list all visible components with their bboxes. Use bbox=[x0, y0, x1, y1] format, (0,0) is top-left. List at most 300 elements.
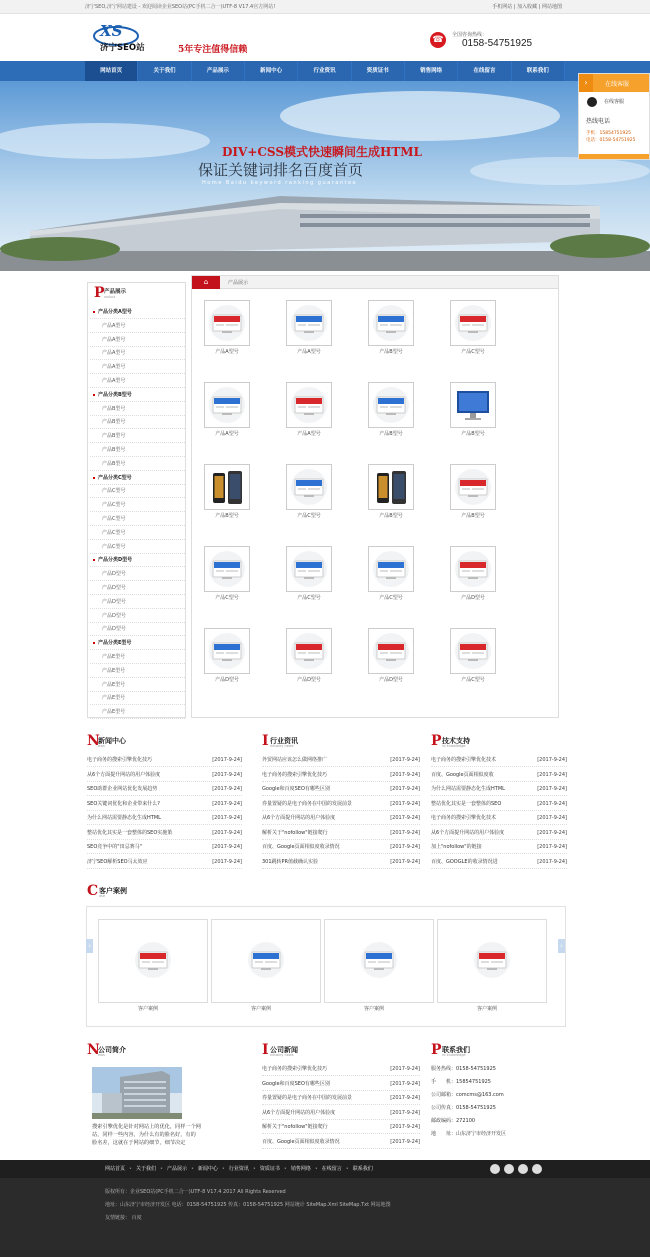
service-title: 在线客服 bbox=[605, 81, 630, 88]
banner-english: Home Baidu keyword ranking guarantee bbox=[202, 180, 358, 186]
nav-products[interactable]: 产品展示 bbox=[192, 61, 245, 81]
about-title: 公司简介 bbox=[98, 1046, 126, 1054]
news-row[interactable] bbox=[262, 856, 420, 869]
news-row[interactable] bbox=[87, 812, 242, 825]
news-row[interactable] bbox=[262, 1078, 420, 1091]
news-row[interactable] bbox=[87, 856, 242, 869]
news-title[interactable]: 从6个方面提升网站的用户体验度 bbox=[431, 829, 505, 836]
cases-subtitle: ase bbox=[99, 894, 106, 898]
product-image-frame[interactable] bbox=[204, 464, 250, 510]
footer-address: 地址：山东济宁市经济开发区 电话：0158-54751925 传真：0158-54751925 网站统计 SiteMap.Xml SiteMap.Txt 网站地图 bbox=[105, 1202, 391, 1208]
category-item[interactable]: 产品B型号 bbox=[90, 457, 185, 471]
product-card[interactable] bbox=[204, 382, 270, 462]
news-date: [2017-9-24] bbox=[390, 844, 420, 850]
friend-links: 友情链接： 百度 bbox=[105, 1215, 142, 1221]
news-title[interactable]: 解析关于"nofollow"链接爬行 bbox=[262, 829, 328, 836]
product-name[interactable]: 产品C型号 bbox=[461, 349, 485, 355]
news-row[interactable] bbox=[431, 769, 567, 782]
screen-product-image bbox=[205, 383, 249, 427]
news-date: [2017-9-24] bbox=[212, 815, 242, 821]
case-card[interactable] bbox=[324, 919, 434, 1003]
product-image-frame[interactable] bbox=[286, 464, 332, 510]
contact-line: 公司传真：0158-54751925 bbox=[431, 1105, 496, 1111]
nav-about[interactable]: 关于我们 bbox=[138, 61, 191, 81]
product-name[interactable]: 产品D型号 bbox=[461, 595, 485, 601]
nav-sales[interactable]: 销售网络 bbox=[405, 61, 458, 81]
news-date: [2017-9-24] bbox=[390, 829, 420, 836]
product-name[interactable]: 产品A型号 bbox=[215, 349, 239, 355]
news-date: [2017-9-24] bbox=[212, 829, 242, 836]
screen-product-image bbox=[369, 301, 413, 345]
category-item[interactable]: 产品E型号 bbox=[90, 678, 185, 692]
news-title[interactable]: 百度、Google页面相似度收 bbox=[431, 771, 494, 778]
product-image-frame[interactable] bbox=[204, 300, 250, 346]
contact-line: 手 机：15854751925 bbox=[431, 1079, 491, 1085]
product-image-frame[interactable] bbox=[286, 382, 332, 428]
news-row[interactable] bbox=[431, 841, 567, 854]
service-header[interactable] bbox=[579, 74, 649, 92]
product-name[interactable]: 产品C型号 bbox=[297, 513, 321, 519]
footer-nav-link[interactable]: 产品展示 bbox=[166, 1166, 187, 1172]
sidebar-initial: P bbox=[94, 285, 105, 301]
product-image-frame[interactable] bbox=[450, 546, 496, 592]
tech-initial: P bbox=[431, 733, 442, 749]
category-item[interactable]: 产品D型号 bbox=[90, 567, 185, 581]
footer-nav-link[interactable]: 行业资讯 bbox=[228, 1166, 249, 1172]
screen-product-image bbox=[451, 629, 495, 673]
product-name[interactable]: 产品A型号 bbox=[297, 431, 321, 437]
news-title[interactable]: 加上"nofollow"的链接 bbox=[431, 844, 482, 850]
footer-nav-link[interactable]: 资质证书 bbox=[259, 1166, 280, 1172]
product-image-frame[interactable] bbox=[450, 300, 496, 346]
industry-title: 行业资讯 bbox=[270, 737, 298, 745]
news-date: [2017-9-24] bbox=[390, 1109, 420, 1116]
company-intro bbox=[87, 1043, 247, 1158]
news-date: [2017-9-24] bbox=[537, 829, 567, 836]
product-card[interactable] bbox=[450, 464, 516, 544]
news-row[interactable] bbox=[262, 827, 420, 840]
tech-subtitle: ro knowledge bbox=[442, 744, 466, 748]
news-row[interactable] bbox=[87, 798, 242, 811]
product-image-frame[interactable] bbox=[368, 300, 414, 346]
product-image-frame[interactable] bbox=[286, 546, 332, 592]
news-title[interactable]: 百度、Google页面相似度收录情况 bbox=[262, 1138, 340, 1145]
product-card[interactable] bbox=[450, 300, 516, 380]
news-date: [2017-9-24] bbox=[537, 771, 567, 778]
case-card[interactable] bbox=[211, 919, 321, 1003]
header bbox=[0, 14, 650, 61]
case-card[interactable] bbox=[437, 919, 547, 1003]
category-heading[interactable]: 产品分类A型号 bbox=[90, 305, 185, 319]
copyright-text: 版权所有：企业SEO站(PC手机二合一)UTF-8 V17.4 2017 All Rights Reserved bbox=[105, 1189, 286, 1195]
product-card[interactable] bbox=[286, 546, 352, 626]
product-name[interactable]: 产品C型号 bbox=[215, 595, 239, 601]
product-image-frame[interactable] bbox=[368, 464, 414, 510]
nav-home[interactable]: 网站首页 bbox=[85, 61, 138, 81]
footer-nav-link[interactable]: 销售网络 bbox=[290, 1166, 311, 1172]
news-title[interactable]: 从6个方面提升网站的用户体验度 bbox=[87, 771, 161, 778]
footer-separator: • bbox=[252, 1166, 256, 1172]
product-card[interactable] bbox=[450, 382, 516, 462]
product-card[interactable] bbox=[204, 300, 270, 380]
nav-contact[interactable]: 联系我们 bbox=[512, 61, 565, 81]
product-image-frame[interactable] bbox=[204, 628, 250, 674]
news-title[interactable]: SEO竞争中的"田忌赛马" bbox=[87, 844, 142, 850]
news-row[interactable] bbox=[87, 754, 242, 767]
product-image-frame[interactable] bbox=[204, 546, 250, 592]
news-title[interactable]: 电子商务的搜索引擎优化技巧 bbox=[262, 1066, 328, 1072]
news-date: [2017-9-24] bbox=[212, 757, 242, 763]
sitemap-link[interactable]: 网站地图 bbox=[541, 4, 562, 10]
nav-inner bbox=[85, 61, 565, 81]
qzone-icon[interactable] bbox=[532, 1164, 542, 1174]
contact-subtitle: ro knowledge bbox=[442, 1053, 466, 1057]
news-title[interactable]: 从6个方面提升网站的用户体验度 bbox=[262, 815, 336, 821]
logo-text: 济宁SEO站 bbox=[100, 43, 145, 53]
contact-title: 联系我们 bbox=[442, 1046, 470, 1054]
news-date: [2017-9-24] bbox=[537, 757, 567, 763]
phone-product-image bbox=[369, 465, 413, 509]
tech-title: 技术支持 bbox=[442, 737, 470, 745]
news-title[interactable]: 从6个方面提升网站的用户体验度 bbox=[262, 1109, 336, 1116]
cases-prev-button[interactable]: ‹ bbox=[86, 939, 93, 953]
news-title[interactable]: 为什么网站需要静态化生成HTML bbox=[87, 815, 161, 821]
product-category-sidebar bbox=[87, 282, 186, 718]
category-item[interactable]: 产品D型号 bbox=[90, 609, 185, 623]
news-title[interactable]: 百度、GOOGLE的收录情况进 bbox=[431, 858, 498, 865]
top-links bbox=[492, 3, 562, 10]
breadcrumb bbox=[192, 276, 558, 289]
product-name[interactable]: 产品C型号 bbox=[379, 595, 403, 601]
news-date: [2017-9-24] bbox=[390, 858, 420, 865]
news-row[interactable] bbox=[431, 827, 567, 840]
category-heading[interactable]: 产品分类B型号 bbox=[90, 388, 185, 402]
news-row[interactable] bbox=[262, 783, 420, 796]
news-title[interactable]: 电子商务的搜索引擎优化技巧 bbox=[87, 757, 153, 763]
news-date: [2017-9-24] bbox=[390, 815, 420, 821]
banner-subheadline: 保证关键词排名百度首页 bbox=[198, 161, 364, 179]
nav-news[interactable]: 新闻中心 bbox=[245, 61, 298, 81]
company-building-image bbox=[92, 1067, 182, 1119]
industry-news bbox=[262, 734, 420, 874]
case-label[interactable]: 客户案例 bbox=[364, 1006, 385, 1012]
category-heading[interactable]: 产品分类E型号 bbox=[90, 636, 185, 650]
hero-banner bbox=[0, 81, 650, 271]
news-row[interactable] bbox=[262, 1092, 420, 1105]
news-date: [2017-9-24] bbox=[390, 771, 420, 778]
product-image-frame[interactable] bbox=[286, 628, 332, 674]
separator: | bbox=[513, 4, 516, 10]
industry-initial: I bbox=[262, 733, 269, 749]
news-row[interactable] bbox=[262, 1136, 420, 1149]
screen-product-image bbox=[451, 547, 495, 591]
news-initial: N bbox=[87, 733, 100, 749]
news-title[interactable]: 301跳转PR值截确认实验 bbox=[262, 858, 319, 865]
category-item[interactable]: 产品B型号 bbox=[90, 415, 185, 429]
category-item[interactable]: 产品A型号 bbox=[90, 374, 185, 388]
about-initial: N bbox=[87, 1042, 100, 1058]
news-row[interactable] bbox=[431, 856, 567, 869]
contact-line: 公司邮箱：comcms@163.com bbox=[431, 1092, 504, 1098]
product-name[interactable]: 产品B型号 bbox=[461, 431, 485, 437]
product-image-frame[interactable] bbox=[368, 382, 414, 428]
category-item[interactable]: 产品A型号 bbox=[90, 333, 185, 347]
news-title[interactable]: 电子商务的搜索引擎优化技术 bbox=[431, 757, 497, 763]
news-row[interactable] bbox=[262, 1107, 420, 1120]
news-row[interactable] bbox=[262, 1063, 420, 1076]
news-title[interactable]: 电子商务的搜索引擎优化技巧 bbox=[262, 771, 328, 778]
news-date: [2017-9-24] bbox=[212, 800, 242, 807]
product-image-frame[interactable] bbox=[368, 628, 414, 674]
product-card[interactable] bbox=[368, 628, 434, 708]
category-item[interactable]: 产品A型号 bbox=[90, 346, 185, 360]
product-name[interactable]: 产品A型号 bbox=[215, 431, 239, 437]
news-date: [2017-9-24] bbox=[390, 1066, 420, 1072]
news-title[interactable]: 为什么网站需要静态化生成HTML bbox=[431, 786, 505, 792]
news-title[interactable]: SEO关键词优化和企业带来什么? bbox=[87, 800, 160, 807]
tencent-weibo-icon[interactable] bbox=[518, 1164, 528, 1174]
screen-product-image bbox=[451, 465, 495, 509]
product-card[interactable] bbox=[286, 300, 352, 380]
weibo-icon[interactable] bbox=[504, 1164, 514, 1174]
product-card[interactable] bbox=[368, 382, 434, 462]
news-date: [2017-9-24] bbox=[390, 1124, 420, 1130]
product-name[interactable]: 产品C型号 bbox=[297, 595, 321, 601]
mobile-site-link[interactable]: 手机网站 bbox=[492, 4, 513, 10]
product-image-frame[interactable] bbox=[450, 628, 496, 674]
add-favorite-link[interactable]: 加入收藏 bbox=[517, 4, 538, 10]
logo-letters: XS bbox=[100, 22, 123, 40]
product-card[interactable] bbox=[204, 628, 270, 708]
nav-certificates[interactable]: 资质证书 bbox=[352, 61, 405, 81]
screen-product-image bbox=[205, 629, 249, 673]
news-title[interactable]: 整站优化其实是一套整体的SEO实施策 bbox=[87, 829, 173, 836]
screen-product-image bbox=[369, 547, 413, 591]
product-card[interactable] bbox=[450, 628, 516, 708]
product-card[interactable] bbox=[368, 300, 434, 380]
news-row[interactable] bbox=[431, 798, 567, 811]
screen-product-image bbox=[451, 301, 495, 345]
product-name[interactable]: 产品B型号 bbox=[379, 431, 403, 437]
category-item[interactable]: 产品D型号 bbox=[90, 622, 185, 636]
product-name[interactable]: 产品B型号 bbox=[379, 349, 403, 355]
case-image bbox=[244, 938, 288, 984]
news-row[interactable] bbox=[262, 798, 420, 811]
news-row[interactable] bbox=[262, 841, 420, 854]
news-title[interactable]: 解析关于"nofollow"链接爬行 bbox=[262, 1124, 328, 1130]
news-title[interactable]: 电子商务的搜索引擎优化技术 bbox=[431, 815, 497, 821]
news-date: [2017-9-24] bbox=[537, 858, 567, 865]
nav-message[interactable]: 在线留言 bbox=[458, 61, 511, 81]
product-name[interactable]: 产品B型号 bbox=[461, 513, 485, 519]
product-card[interactable] bbox=[368, 464, 434, 544]
hotline-label: 全国咨询热线： bbox=[452, 32, 488, 38]
qq-icon[interactable] bbox=[490, 1164, 500, 1174]
sidebar-subtitle: roduct bbox=[104, 295, 116, 299]
news-date: [2017-9-24] bbox=[537, 800, 567, 807]
footer-separator: • bbox=[345, 1166, 349, 1172]
category-item[interactable]: 产品C型号 bbox=[90, 498, 185, 512]
category-heading[interactable]: 产品分类D型号 bbox=[90, 553, 185, 567]
footer-nav-link[interactable]: 新闻中心 bbox=[197, 1166, 218, 1172]
product-name[interactable]: 产品D型号 bbox=[215, 677, 239, 683]
news-date: [2017-9-24] bbox=[390, 1080, 420, 1087]
service-bottom-bar bbox=[579, 154, 649, 159]
screen-product-image bbox=[287, 301, 331, 345]
news-center bbox=[87, 734, 242, 874]
category-item[interactable]: 产品C型号 bbox=[90, 540, 185, 554]
product-showcase bbox=[191, 275, 559, 718]
screen-product-image bbox=[205, 547, 249, 591]
nav-industry[interactable]: 行业资讯 bbox=[298, 61, 351, 81]
news-title: 新闻中心 bbox=[98, 737, 126, 745]
news-date: [2017-9-24] bbox=[212, 786, 242, 792]
contact-line: 服务热线：0158-54751925 bbox=[431, 1066, 496, 1072]
category-item[interactable]: 产品A型号 bbox=[90, 360, 185, 374]
category-item[interactable]: 产品C型号 bbox=[90, 484, 185, 498]
phone-label: 热线电话 bbox=[586, 118, 611, 125]
contact-us bbox=[431, 1043, 567, 1158]
footer-separator: • bbox=[283, 1166, 287, 1172]
company-news-title: 公司新闻 bbox=[270, 1046, 298, 1054]
category-item[interactable]: 产品B型号 bbox=[90, 429, 185, 443]
product-card[interactable] bbox=[286, 382, 352, 462]
product-name[interactable]: 产品C型号 bbox=[461, 677, 485, 683]
cases-initial: C bbox=[87, 883, 99, 899]
news-row[interactable] bbox=[262, 1121, 420, 1134]
separator: | bbox=[538, 4, 541, 10]
case-label[interactable]: 客户案例 bbox=[477, 1006, 498, 1012]
home-icon[interactable]: ⌂ bbox=[192, 276, 220, 289]
news-row[interactable] bbox=[87, 783, 242, 796]
footer-nav-link[interactable]: 网站首页 bbox=[105, 1166, 126, 1172]
banner-headline: DIV+CSS模式快速瞬间生成HTML bbox=[222, 145, 422, 159]
cases-title: 客户案例 bbox=[99, 887, 127, 895]
contact-initial: P bbox=[431, 1042, 442, 1058]
category-item[interactable]: 产品D型号 bbox=[90, 595, 185, 609]
welcome-text: 济宁SEO,济宁网站建设 - 欢迎阅读企业SEO站(PC手机二合一)UTF-8 V17.4官方网站! bbox=[85, 4, 276, 10]
category-item[interactable]: 产品D型号 bbox=[90, 581, 185, 595]
category-item[interactable]: 产品C型号 bbox=[90, 512, 185, 526]
news-title[interactable]: 券量置疑的是电子商务在中国的发展前景 bbox=[262, 1095, 353, 1101]
footer-separator: • bbox=[221, 1166, 225, 1172]
product-image-frame[interactable] bbox=[204, 382, 250, 428]
product-card[interactable] bbox=[286, 628, 352, 708]
monitor-product-image bbox=[451, 383, 495, 427]
contact-line: 邮政编码：272100 bbox=[431, 1118, 476, 1124]
case-image bbox=[131, 938, 175, 984]
news-title[interactable]: 整站优化其实是一套整体的SEO bbox=[431, 800, 502, 807]
news-date: [2017-9-24] bbox=[390, 786, 420, 792]
category-item[interactable]: 产品E型号 bbox=[90, 664, 185, 678]
news-date: [2017-9-24] bbox=[212, 844, 242, 850]
phone-icon: ☎ bbox=[430, 32, 446, 48]
news-title[interactable]: Google和百度SEO有哪些区别 bbox=[262, 1080, 330, 1087]
slogan: 5年专注值得信赖 bbox=[178, 45, 248, 55]
category-item[interactable]: 产品B型号 bbox=[90, 402, 185, 416]
footer-social-icons bbox=[490, 1164, 542, 1174]
news-row[interactable] bbox=[431, 812, 567, 825]
news-row[interactable] bbox=[87, 827, 242, 840]
about-text bbox=[92, 1123, 247, 1147]
news-row[interactable] bbox=[262, 769, 420, 782]
product-name[interactable]: 产品D型号 bbox=[379, 677, 403, 683]
cases-next-button[interactable]: › bbox=[558, 939, 565, 953]
product-card[interactable] bbox=[204, 546, 270, 626]
sidebar-title: 产品展示 bbox=[104, 289, 127, 295]
news-row[interactable] bbox=[87, 769, 242, 782]
footer-separator: • bbox=[314, 1166, 318, 1172]
breadcrumb-current: 产品展示 bbox=[228, 280, 249, 286]
company-news bbox=[262, 1043, 420, 1158]
qq-service-link[interactable]: 在线客服 bbox=[604, 99, 625, 105]
news-row[interactable] bbox=[262, 812, 420, 825]
news-title[interactable]: SEO助群企业网站优化发展趋势 bbox=[87, 786, 158, 792]
news-row[interactable] bbox=[262, 754, 420, 767]
product-image-frame[interactable] bbox=[286, 300, 332, 346]
case-label[interactable]: 客户案例 bbox=[138, 1006, 159, 1012]
news-row[interactable] bbox=[431, 754, 567, 767]
product-image-frame[interactable] bbox=[450, 382, 496, 428]
screen-product-image bbox=[131, 938, 175, 982]
category-heading[interactable]: 产品分类C型号 bbox=[90, 471, 185, 485]
category-item[interactable]: 产品B型号 bbox=[90, 443, 185, 457]
product-image-frame[interactable] bbox=[368, 546, 414, 592]
logo[interactable] bbox=[92, 22, 162, 56]
product-image-frame[interactable] bbox=[450, 464, 496, 510]
footer-nav-link[interactable]: 关于我们 bbox=[135, 1166, 156, 1172]
news-date: [2017-9-24] bbox=[390, 1138, 420, 1145]
case-card[interactable] bbox=[98, 919, 208, 1003]
product-card[interactable] bbox=[450, 546, 516, 626]
product-name[interactable]: 产品A型号 bbox=[297, 349, 321, 355]
screen-product-image bbox=[244, 938, 288, 982]
category-item[interactable]: 产品E型号 bbox=[90, 691, 185, 705]
case-image bbox=[470, 938, 514, 984]
product-name[interactable]: 产品D型号 bbox=[297, 677, 321, 683]
footer-nav-link[interactable]: 联系我们 bbox=[352, 1166, 373, 1172]
news-title[interactable]: Google和百度SEO有哪些区别 bbox=[262, 786, 330, 792]
news-title[interactable]: 百度、Google页面相似度收录情况 bbox=[262, 844, 340, 850]
category-item[interactable]: 产品A型号 bbox=[90, 319, 185, 333]
footer-nav-link[interactable]: 在线留言 bbox=[321, 1166, 342, 1172]
news-date: [2017-9-24] bbox=[537, 815, 567, 821]
category-item[interactable]: 产品C型号 bbox=[90, 526, 185, 540]
category-item[interactable]: 产品E型号 bbox=[90, 705, 185, 719]
news-title[interactable]: 济宁SEO解析SEO马太效应 bbox=[87, 858, 148, 865]
product-card[interactable] bbox=[368, 546, 434, 626]
news-row[interactable] bbox=[87, 841, 242, 854]
news-date: [2017-9-24] bbox=[212, 771, 242, 778]
category-item[interactable]: 产品E型号 bbox=[90, 650, 185, 664]
industry-subtitle: ndustry news bbox=[270, 744, 294, 748]
product-name[interactable]: 产品B型号 bbox=[215, 513, 239, 519]
product-name[interactable]: 产品B型号 bbox=[379, 513, 403, 519]
qq-icon bbox=[587, 97, 597, 107]
product-card[interactable] bbox=[204, 464, 270, 544]
news-title[interactable]: 外贸网站应该怎么做网络推广 bbox=[262, 757, 328, 763]
product-card[interactable] bbox=[286, 464, 352, 544]
case-label[interactable]: 客户案例 bbox=[251, 1006, 272, 1012]
screen-product-image bbox=[287, 383, 331, 427]
about-text-line: 站，同样一些内容，为什么有的脸名好，有的 bbox=[92, 1132, 196, 1138]
news-row[interactable] bbox=[431, 783, 567, 796]
news-title[interactable]: 券量置疑的是电子商务在中国的发展前景 bbox=[262, 800, 353, 807]
screen-product-image bbox=[357, 938, 401, 982]
case-image bbox=[357, 938, 401, 984]
screen-product-image bbox=[369, 383, 413, 427]
about-text-line: 脸名差，这就在于网站的细节，细节决定 bbox=[92, 1140, 186, 1146]
